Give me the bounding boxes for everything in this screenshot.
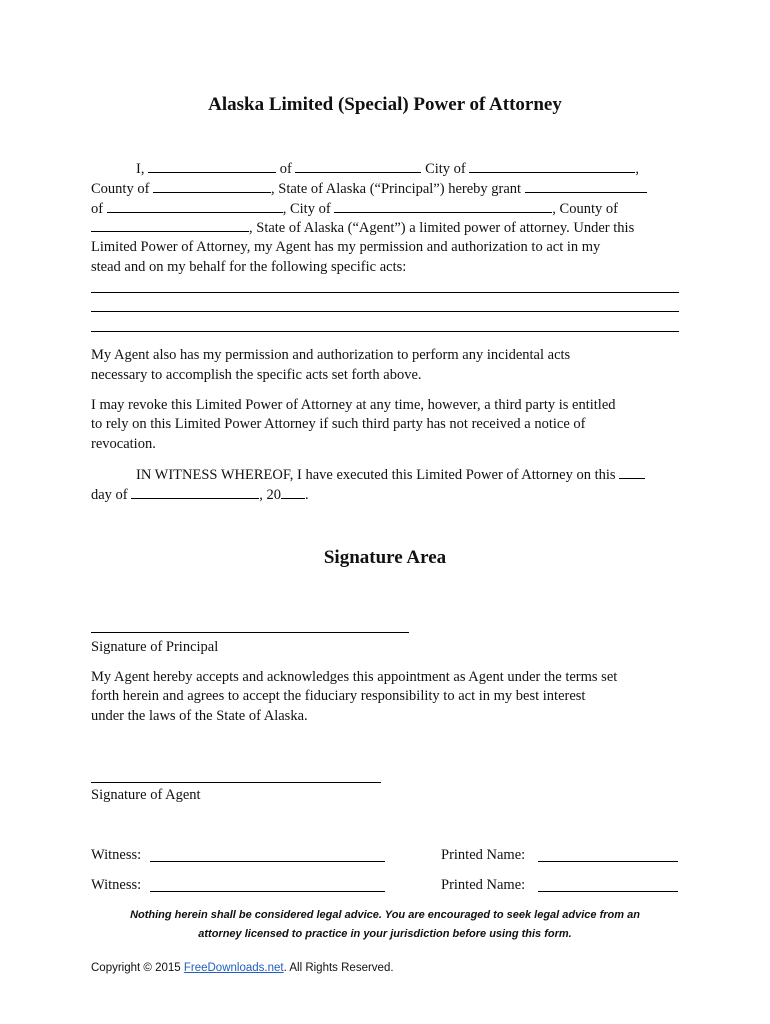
- revoke-line-3: revocation.: [91, 436, 156, 452]
- agent-accept-line-2: forth herein and agrees to accept the fiduciary responsibility to act in my best interest: [91, 688, 586, 704]
- execution-month-field[interactable]: [131, 486, 259, 499]
- printed-name-1-line[interactable]: [538, 861, 678, 862]
- agent-accept-line-3: under the laws of the State of Alaska.: [91, 708, 308, 724]
- principal-county-field[interactable]: [153, 180, 271, 193]
- text: .: [305, 487, 309, 503]
- text: City of: [425, 161, 466, 177]
- execution-day-field[interactable]: [619, 466, 645, 479]
- text: of: [279, 161, 292, 177]
- freedownloads-link[interactable]: FreeDownloads.net: [183, 962, 284, 974]
- witness-2-signature-line[interactable]: [150, 891, 385, 892]
- principal-signature-label: Signature of Principal: [91, 639, 219, 655]
- text: , City of: [282, 201, 331, 217]
- principal-name-field[interactable]: [148, 160, 276, 173]
- revoke-line-2: to rely on this Limited Power Attorney if such third party has not received a notice of: [91, 416, 586, 432]
- document-title: Alaska Limited (Special) Power of Attorney: [208, 94, 562, 115]
- principal-city-field[interactable]: [469, 160, 635, 173]
- incidental-line-2: necessary to accomplish the specific acts set forth above.: [91, 367, 422, 383]
- incidental-line-1: My Agent also has my permission and authorization to perform any incidental acts: [91, 347, 571, 363]
- text: , 20: [259, 487, 282, 503]
- text: ,: [635, 161, 639, 177]
- agent-city-field[interactable]: [334, 200, 552, 213]
- agent-county-field[interactable]: [91, 219, 249, 232]
- text: , State of Alaska (“Agent”) a limited power of attorney. Under this: [249, 220, 635, 236]
- legal-notice-line-2: attorney licensed to practice in your jurisdiction before using this form.: [198, 928, 572, 940]
- text: of: [91, 201, 104, 217]
- intro-line-2: [91, 180, 647, 198]
- text: , State of Alaska (“Principal”) hereby grant: [271, 181, 522, 197]
- agent-signature-label: Signature of Agent: [91, 787, 201, 803]
- copyright: [91, 962, 394, 974]
- intro-line-1: [136, 160, 639, 178]
- specific-acts-line-1[interactable]: [91, 292, 679, 293]
- text: I,: [136, 161, 145, 177]
- text: , County of: [552, 201, 618, 217]
- witness-2-label: Witness:: [91, 877, 142, 893]
- intro-line-4: [91, 219, 634, 237]
- execution-year-field[interactable]: [281, 486, 305, 499]
- legal-notice-line-1: Nothing herein shall be considered legal advice. You are encouraged to seek legal advice from an: [130, 909, 640, 921]
- witness-clause-line-1: [136, 466, 645, 484]
- text: IN WITNESS WHEREOF, I have executed this Limited Power of Attorney on this: [136, 467, 616, 483]
- revoke-line-1: I may revoke this Limited Power of Attorney at any time, however, a third party is entitled: [91, 397, 616, 413]
- intro-line-3: [91, 200, 618, 218]
- copyright-rights-text: . All Rights Reserved.: [283, 962, 394, 974]
- principal-address-field[interactable]: [295, 160, 421, 173]
- intro-line-5: Limited Power of Attorney, my Agent has my permission and authorization to act in my: [91, 239, 601, 255]
- signature-heading: Signature Area: [323, 547, 447, 568]
- text: County of: [91, 181, 150, 197]
- specific-acts-line-3[interactable]: [91, 331, 679, 332]
- agent-signature-line[interactable]: [91, 782, 381, 783]
- intro-line-6: stead and on my behalf for the following specific acts:: [91, 259, 407, 275]
- agent-address-field[interactable]: [107, 200, 283, 213]
- printed-name-2-line[interactable]: [538, 891, 678, 892]
- agent-accept-line-1: My Agent hereby accepts and acknowledges this appointment as Agent under the terms set: [91, 669, 618, 685]
- text: day of: [91, 487, 128, 503]
- principal-signature-line[interactable]: [91, 632, 409, 633]
- witness-1-label: Witness:: [91, 847, 142, 863]
- witness-clause-line-2: [91, 486, 309, 504]
- agent-name-field[interactable]: [525, 180, 647, 193]
- printed-name-1-label: Printed Name:: [441, 847, 526, 863]
- witness-1-signature-line[interactable]: [150, 861, 385, 862]
- copyright-text: Copyright © 2015: [91, 962, 184, 974]
- printed-name-2-label: Printed Name:: [441, 877, 526, 893]
- specific-acts-line-2[interactable]: [91, 311, 679, 312]
